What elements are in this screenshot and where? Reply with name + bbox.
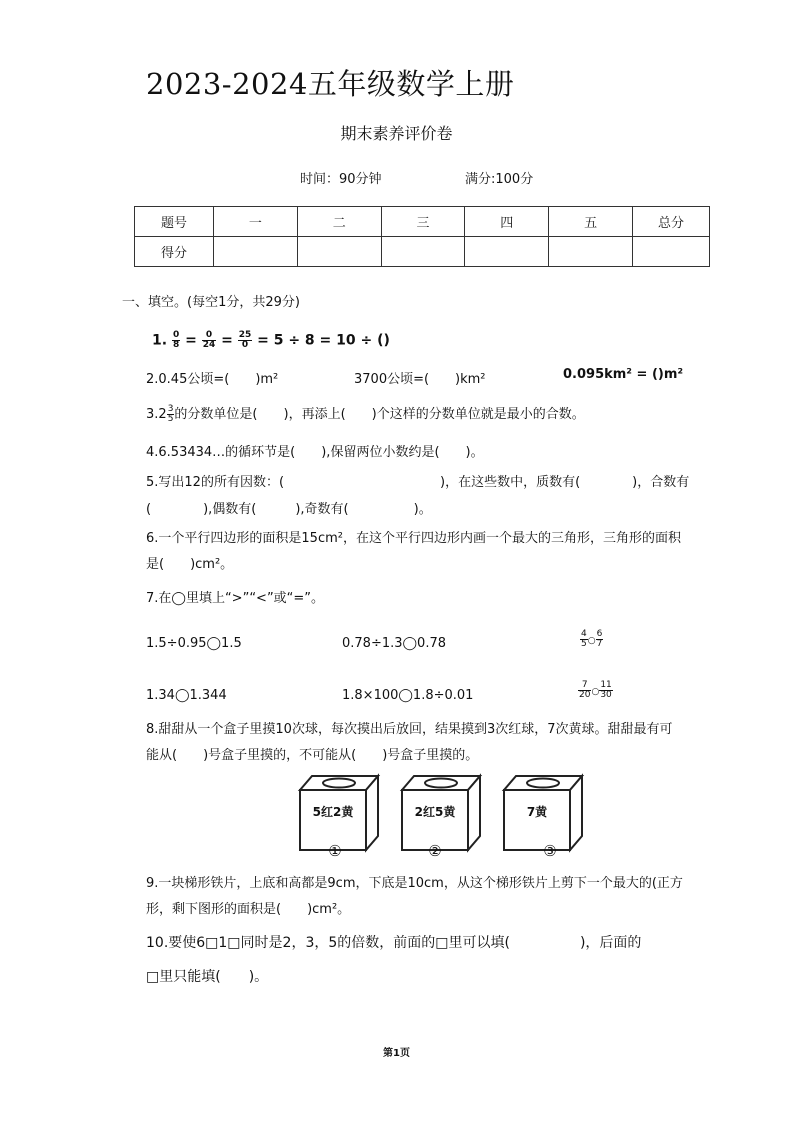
score-table-header-row [135, 207, 710, 237]
q7-item-f [578, 681, 613, 700]
fraction: $\frac{25}{0}$ [238, 330, 252, 350]
score-cell[interactable] [549, 237, 633, 267]
compare-circle[interactable]: ○ [587, 636, 596, 646]
section-heading: 一、填空。(每空1分，共29分) [122, 295, 300, 310]
score-cell[interactable] [214, 237, 298, 267]
question-2b: 3700公顷=( )km² [354, 372, 486, 387]
question-2c: 0.095km² = ()m² [563, 367, 684, 382]
full-score: 满分:100分 [465, 172, 534, 187]
question-2a: 2.0.45公顷=( )m² [146, 372, 279, 387]
fraction: $\frac{0}{24}$ [202, 330, 216, 350]
score-header-cell: 三 [381, 207, 465, 237]
exam-time: 时间：90分钟 [300, 172, 382, 187]
q3-prefix: 3.2 [146, 407, 167, 422]
score-header-cell: 四 [465, 207, 549, 237]
question-3 [146, 403, 585, 424]
question-1: 1. $\frac{0}{8}$ = $\frac{0}{24}$ = $\frac{25}{0}$ = 5 ÷ 8 = 10 ÷ () [152, 330, 390, 350]
q7-item-a: 1.5÷0.95◯1.5 [146, 636, 242, 651]
q1-rest: = 5 ÷ 8 = 10 ÷ () [257, 332, 390, 349]
question-4: 4.6.53434…的循环节是( ),保留两位小数约是( )。 [146, 445, 484, 460]
fraction: $\frac{3}{5}$ [167, 404, 174, 424]
box-1-label: 5红2黄 [312, 805, 354, 819]
question-6-line1: 6.一个平行四边形的面积是15cm²，在这个平行四边形内画一个最大的三角形，三角形的面积 [146, 531, 681, 546]
question-9-line2: 形，剩下图形的面积是( )cm²。 [146, 902, 351, 917]
score-row-label: 得分 [135, 237, 214, 267]
q7-item-d: 1.34◯1.344 [146, 688, 227, 703]
fraction: $\frac{0}{8}$ [172, 330, 180, 350]
compare-circle[interactable]: ○ [591, 687, 600, 697]
question-6-line2: 是( )cm²。 [146, 557, 234, 572]
q7-item-b: 0.78÷1.3◯0.78 [342, 636, 447, 651]
box-3-number: ③ [543, 842, 557, 860]
question-7: 7.在◯里填上“>”“<”或“=”。 [146, 591, 325, 606]
question-8-line2: 能从( )号盒子里摸的，不可能从( )号盒子里摸的。 [146, 748, 479, 763]
question-8-line1: 8.甜甜从一个盒子里摸10次球，每次摸出后放回，结果摸到3次红球，7次黄球。甜甜最有可 [146, 722, 673, 737]
question-5-line1: 5.写出12的所有因数：( )，在这些数中，质数有( )，合数有 [146, 475, 690, 490]
question-5-line2: ( ),偶数有( ),奇数有( )。 [146, 502, 432, 517]
question-10-line1: 10.要使6□1□同时是2，3，5的倍数，前面的□里可以填( )，后面的 [146, 935, 642, 951]
box-1-number: ① [328, 842, 342, 860]
q7-item-e: 1.8×100◯1.8÷0.01 [342, 688, 474, 703]
page-subtitle: 期末素养评价卷 [340, 124, 453, 143]
score-header-cell: 五 [549, 207, 633, 237]
score-table [134, 206, 710, 267]
box-3-label: 7黄 [526, 805, 548, 819]
question-10-line2: □里只能填( )。 [146, 969, 269, 985]
score-header-cell: 题号 [135, 207, 214, 237]
score-header-cell: 一 [214, 207, 298, 237]
fraction: $\frac{4}{5}$ [581, 629, 587, 649]
page-number: 第1页 [383, 1048, 410, 1059]
page-title: 2023-2024五年级数学上册 [146, 67, 515, 101]
score-header-cell: 二 [297, 207, 381, 237]
q3-rest: 的分数单位是( )，再添上( )个这样的分数单位就是最小的合数。 [174, 407, 585, 422]
box-2-number: ② [428, 842, 442, 860]
fraction: $\frac{11}{30}$ [600, 680, 612, 700]
q7-item-c [580, 630, 603, 649]
box-2-label: 2红5黄 [414, 805, 456, 819]
score-table-row [135, 237, 710, 267]
fraction: $\frac{7}{20}$ [579, 680, 591, 700]
fraction: $\frac{6}{7}$ [596, 629, 603, 649]
score-cell[interactable] [381, 237, 465, 267]
score-cell[interactable] [465, 237, 549, 267]
score-cell[interactable] [297, 237, 381, 267]
score-header-cell: 总分 [633, 207, 710, 237]
q1-prefix: 1. [152, 332, 168, 349]
question-9-line1: 9.一块梯形铁片，上底和高都是9cm，下底是10cm，从这个梯形铁片上剪下一个最大的(正方 [146, 876, 683, 891]
score-cell[interactable] [633, 237, 710, 267]
